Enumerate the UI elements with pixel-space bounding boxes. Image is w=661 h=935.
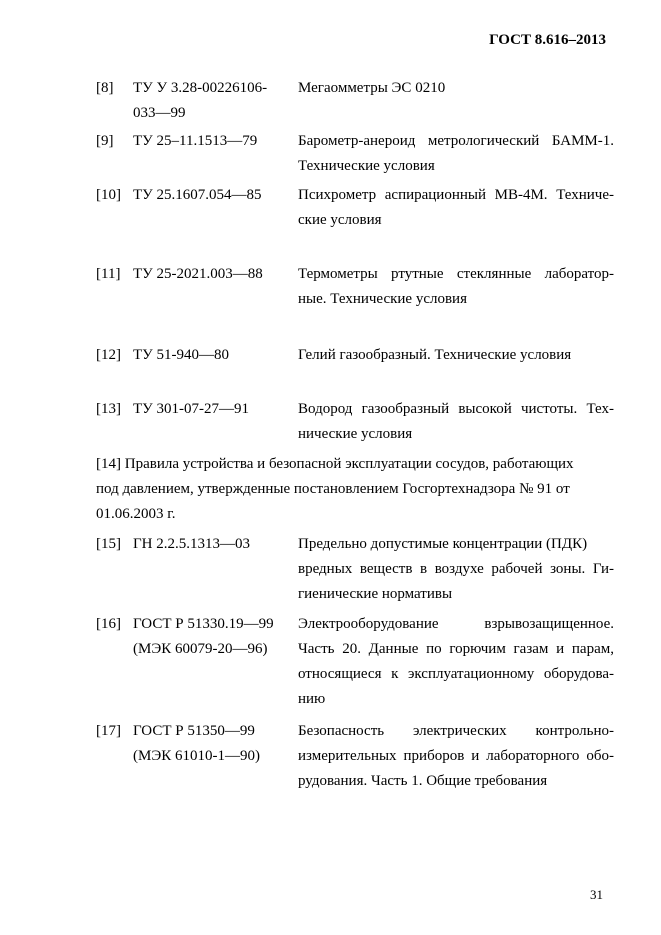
reference-title: Безопасность электрических контрольно- измерительных приборов и лабораторного обо- рудования. Часть 1. Общие требования	[298, 723, 614, 789]
reference-code: ТУ 25-2021.003—88	[133, 266, 263, 282]
reference-title: Гелий газообразный. Технические условия	[298, 347, 572, 363]
reference-title: Мегаомметры ЭС 0210	[298, 80, 446, 96]
reference-code: ТУ 51-940—80	[133, 347, 230, 363]
reference-number: [9]	[96, 133, 114, 149]
reference-title: Барометр-анероид метрологический БАММ-1. Технические условия	[298, 133, 614, 174]
reference-number: [10]	[96, 187, 121, 203]
reference-code: ГОСТ Р 51350—99 (МЭК 61010-1—90)	[133, 723, 260, 764]
reference-number: [12]	[96, 347, 121, 363]
reference-code: ТУ 25.1607.054—85	[133, 187, 262, 203]
reference-title: Электрооборудование взрывозащищенное. Часть 20. Данные по горючим газам и парам, относящиеся к эксплуатационному оборудова- нию	[298, 616, 614, 707]
reference-title: Водород газообразный высокой чистоты. Тех- нические условия	[298, 401, 614, 442]
reference-entry-14: [14] Правила устройства и безопасной эксплуатации сосудов, работающих под давлением, утвержденные постановлением Госгортехнадзора № 91 от 01.06.2003 г.	[96, 456, 574, 522]
reference-code: ГОСТ Р 51330.19—99 (МЭК 60079-20—96)	[133, 616, 274, 657]
reference-number: [17]	[96, 723, 121, 739]
reference-title: Термометры ртутные стеклянные лаборатор- ные. Технические условия	[298, 266, 614, 307]
reference-number: [8]	[96, 80, 114, 96]
reference-code: ГН 2.2.5.1313—03	[133, 536, 251, 552]
reference-title: Предельно допустимые концентрации (ПДК) вредных веществ в воздухе рабочей зоны. Ги- гиенические нормативы	[298, 536, 614, 602]
reference-code: ТУ 301-07-27—91	[133, 401, 250, 417]
reference-number: [11]	[96, 266, 121, 282]
reference-title: Психрометр аспирационный МВ-4М. Техниче- ские условия	[298, 187, 614, 228]
page-number: 31	[590, 887, 603, 902]
reference-code: ТУ 25–11.1513—79	[133, 133, 258, 149]
reference-number: [15]	[96, 536, 121, 552]
reference-code: ТУ У 3.28-00226106- 033—99	[133, 80, 268, 121]
document-code-header: ГОСТ 8.616–2013	[489, 32, 606, 48]
reference-number: [16]	[96, 616, 121, 632]
reference-number: [13]	[96, 401, 121, 417]
